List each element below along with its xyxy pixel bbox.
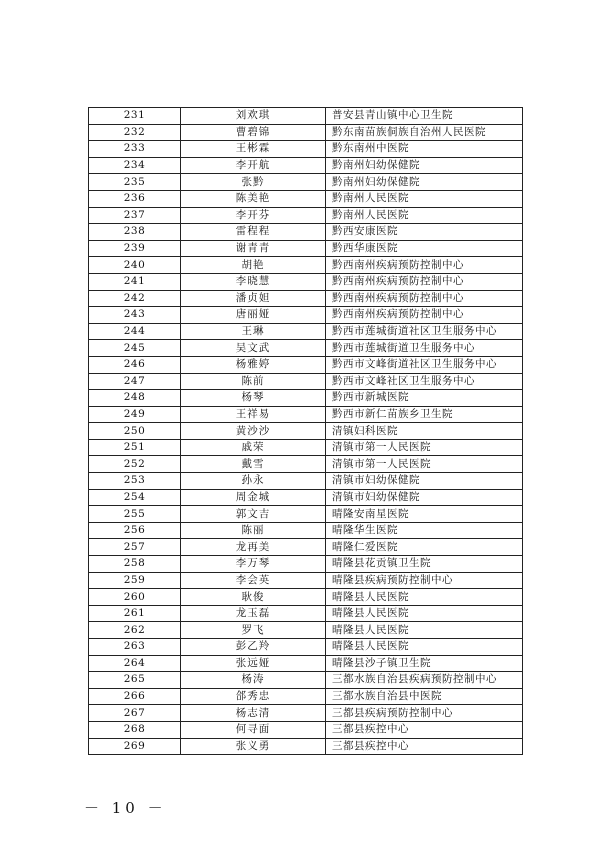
organization-cell: 晴隆华生医院 [326, 522, 523, 539]
organization-cell: 黔南州人民医院 [326, 207, 523, 224]
person-name-cell: 龙玉磊 [181, 605, 326, 622]
organization-cell: 三都县疾控中心 [326, 738, 523, 755]
person-name-cell: 杨志清 [181, 705, 326, 722]
table-row [89, 190, 523, 207]
person-name-cell: 王彬霖 [181, 141, 326, 158]
organization-cell: 清镇市妇幼保健院 [326, 473, 523, 490]
row-number-cell: 266 [89, 688, 181, 705]
person-name-cell: 罗飞 [181, 622, 326, 639]
organization-cell: 黔西安康医院 [326, 224, 523, 241]
person-name-cell: 李晓慧 [181, 273, 326, 290]
row-number-cell: 261 [89, 605, 181, 622]
row-number-cell: 239 [89, 240, 181, 257]
organization-cell: 黔南州妇幼保健院 [326, 174, 523, 191]
row-number-cell: 238 [89, 224, 181, 241]
table-row [89, 489, 523, 506]
organization-cell: 晴隆县疾病预防控制中心 [326, 572, 523, 589]
row-number-cell: 267 [89, 705, 181, 722]
organization-cell: 黔东南州中医院 [326, 141, 523, 158]
table-row [89, 672, 523, 689]
organization-cell: 清镇市第一人民医院 [326, 456, 523, 473]
row-number-cell: 257 [89, 539, 181, 556]
organization-cell: 黔西南州疾病预防控制中心 [326, 290, 523, 307]
person-name-cell: 陈美艳 [181, 190, 326, 207]
row-number-cell: 258 [89, 556, 181, 573]
organization-cell: 三都水族自治县疾病预防控制中心 [326, 672, 523, 689]
organization-cell: 黔南州人民医院 [326, 190, 523, 207]
row-number-cell: 262 [89, 622, 181, 639]
table-row [89, 655, 523, 672]
organization-cell: 清镇妇科医院 [326, 423, 523, 440]
organization-cell: 黔西市文峰社区卫生服务中心 [326, 373, 523, 390]
table-row [89, 622, 523, 639]
person-name-cell: 郭文吉 [181, 506, 326, 523]
row-number-cell: 249 [89, 406, 181, 423]
table-row [89, 307, 523, 324]
person-name-cell: 张黔 [181, 174, 326, 191]
person-name-cell: 胡艳 [181, 257, 326, 274]
row-number-cell: 233 [89, 141, 181, 158]
row-number-cell: 253 [89, 473, 181, 490]
table-row [89, 522, 523, 539]
table-row [89, 340, 523, 357]
row-number-cell: 260 [89, 589, 181, 606]
person-name-cell: 李开芬 [181, 207, 326, 224]
person-name-cell: 周金城 [181, 489, 326, 506]
row-number-cell: 235 [89, 174, 181, 191]
table-row [89, 257, 523, 274]
organization-cell: 黔南州妇幼保健院 [326, 157, 523, 174]
row-number-cell: 250 [89, 423, 181, 440]
person-name-cell: 王琳 [181, 323, 326, 340]
person-name-cell: 郃秀忠 [181, 688, 326, 705]
table-row [89, 639, 523, 656]
person-name-cell: 陈前 [181, 373, 326, 390]
row-number-cell: 242 [89, 290, 181, 307]
organization-cell: 普安县青山镇中心卫生院 [326, 108, 523, 125]
row-number-cell: 264 [89, 655, 181, 672]
table-row [89, 141, 523, 158]
row-number-cell: 269 [89, 738, 181, 755]
person-name-cell: 李开航 [181, 157, 326, 174]
row-number-cell: 232 [89, 124, 181, 141]
organization-cell: 清镇市第一人民医院 [326, 439, 523, 456]
row-number-cell: 240 [89, 257, 181, 274]
organization-cell: 黔西市莲城街道社区卫生服务中心 [326, 323, 523, 340]
row-number-cell: 244 [89, 323, 181, 340]
table-row [89, 738, 523, 755]
row-number-cell: 236 [89, 190, 181, 207]
organization-cell: 晴隆县花贡镇卫生院 [326, 556, 523, 573]
organization-cell: 黔西市新城医院 [326, 390, 523, 407]
person-name-cell: 彭乙羚 [181, 639, 326, 656]
organization-cell: 晴隆安南星医院 [326, 506, 523, 523]
table-row [89, 290, 523, 307]
table-row [89, 224, 523, 241]
table-row [89, 406, 523, 423]
person-name-cell: 潘贞妲 [181, 290, 326, 307]
organization-cell: 黔西南州疾病预防控制中心 [326, 307, 523, 324]
person-name-cell: 黄沙沙 [181, 423, 326, 440]
roster-table [88, 107, 523, 755]
row-number-cell: 252 [89, 456, 181, 473]
table-row [89, 390, 523, 407]
row-number-cell: 248 [89, 390, 181, 407]
table-row [89, 207, 523, 224]
organization-cell: 黔西南州疾病预防控制中心 [326, 273, 523, 290]
person-name-cell: 戴雪 [181, 456, 326, 473]
table-row [89, 705, 523, 722]
person-name-cell: 刘欢琪 [181, 108, 326, 125]
organization-cell: 三都县疾病预防控制中心 [326, 705, 523, 722]
organization-cell: 黔西华康医院 [326, 240, 523, 257]
organization-cell: 清镇市妇幼保健院 [326, 489, 523, 506]
table-row [89, 373, 523, 390]
organization-cell: 晴隆县沙子镇卫生院 [326, 655, 523, 672]
row-number-cell: 259 [89, 572, 181, 589]
organization-cell: 黔西南州疾病预防控制中心 [326, 257, 523, 274]
page-number: － 10 － [84, 799, 167, 817]
person-name-cell: 雷程程 [181, 224, 326, 241]
table-row [89, 323, 523, 340]
row-number-cell: 231 [89, 108, 181, 125]
table-row [89, 721, 523, 738]
table-row [89, 688, 523, 705]
organization-cell: 晴隆县人民医院 [326, 605, 523, 622]
row-number-cell: 237 [89, 207, 181, 224]
person-name-cell: 孙永 [181, 473, 326, 490]
person-name-cell: 杨琴 [181, 390, 326, 407]
organization-cell: 黔西市新仁苗族乡卫生院 [326, 406, 523, 423]
person-name-cell: 何寻面 [181, 721, 326, 738]
table-row [89, 108, 523, 125]
table-row [89, 124, 523, 141]
row-number-cell: 254 [89, 489, 181, 506]
organization-cell: 晴隆仁爱医院 [326, 539, 523, 556]
table-row [89, 240, 523, 257]
person-name-cell: 耿俊 [181, 589, 326, 606]
person-name-cell: 陈丽 [181, 522, 326, 539]
table-row [89, 456, 523, 473]
person-name-cell: 李万琴 [181, 556, 326, 573]
table-row [89, 439, 523, 456]
table-row [89, 506, 523, 523]
table-row [89, 605, 523, 622]
table-row [89, 157, 523, 174]
organization-cell: 晴隆县人民医院 [326, 639, 523, 656]
row-number-cell: 251 [89, 439, 181, 456]
row-number-cell: 243 [89, 307, 181, 324]
organization-cell: 三都县疾控中心 [326, 721, 523, 738]
table-row [89, 356, 523, 373]
row-number-cell: 234 [89, 157, 181, 174]
person-name-cell: 唐丽娅 [181, 307, 326, 324]
row-number-cell: 241 [89, 273, 181, 290]
person-name-cell: 谢青青 [181, 240, 326, 257]
person-name-cell: 杨涛 [181, 672, 326, 689]
organization-cell: 黔西市莲城街道卫生服务中心 [326, 340, 523, 357]
row-number-cell: 256 [89, 522, 181, 539]
person-name-cell: 吴文武 [181, 340, 326, 357]
organization-cell: 三都水族自治县中医院 [326, 688, 523, 705]
table-row [89, 556, 523, 573]
table-row [89, 174, 523, 191]
person-name-cell: 王祥易 [181, 406, 326, 423]
person-name-cell: 曹碧锦 [181, 124, 326, 141]
table-row [89, 589, 523, 606]
table-row [89, 423, 523, 440]
table-row [89, 473, 523, 490]
roster-table-body [89, 108, 523, 755]
row-number-cell: 247 [89, 373, 181, 390]
person-name-cell: 戚荣 [181, 439, 326, 456]
organization-cell: 黔西市文峰街道社区卫生服务中心 [326, 356, 523, 373]
table-row [89, 539, 523, 556]
person-name-cell: 龙再美 [181, 539, 326, 556]
person-name-cell: 杨雅婷 [181, 356, 326, 373]
person-name-cell: 张义勇 [181, 738, 326, 755]
table-row [89, 273, 523, 290]
row-number-cell: 255 [89, 506, 181, 523]
organization-cell: 黔东南苗族侗族自治州人民医院 [326, 124, 523, 141]
row-number-cell: 268 [89, 721, 181, 738]
row-number-cell: 246 [89, 356, 181, 373]
row-number-cell: 265 [89, 672, 181, 689]
organization-cell: 晴隆县人民医院 [326, 589, 523, 606]
organization-cell: 晴隆县人民医院 [326, 622, 523, 639]
row-number-cell: 245 [89, 340, 181, 357]
row-number-cell: 263 [89, 639, 181, 656]
table-row [89, 572, 523, 589]
person-name-cell: 李会英 [181, 572, 326, 589]
person-name-cell: 张远娅 [181, 655, 326, 672]
